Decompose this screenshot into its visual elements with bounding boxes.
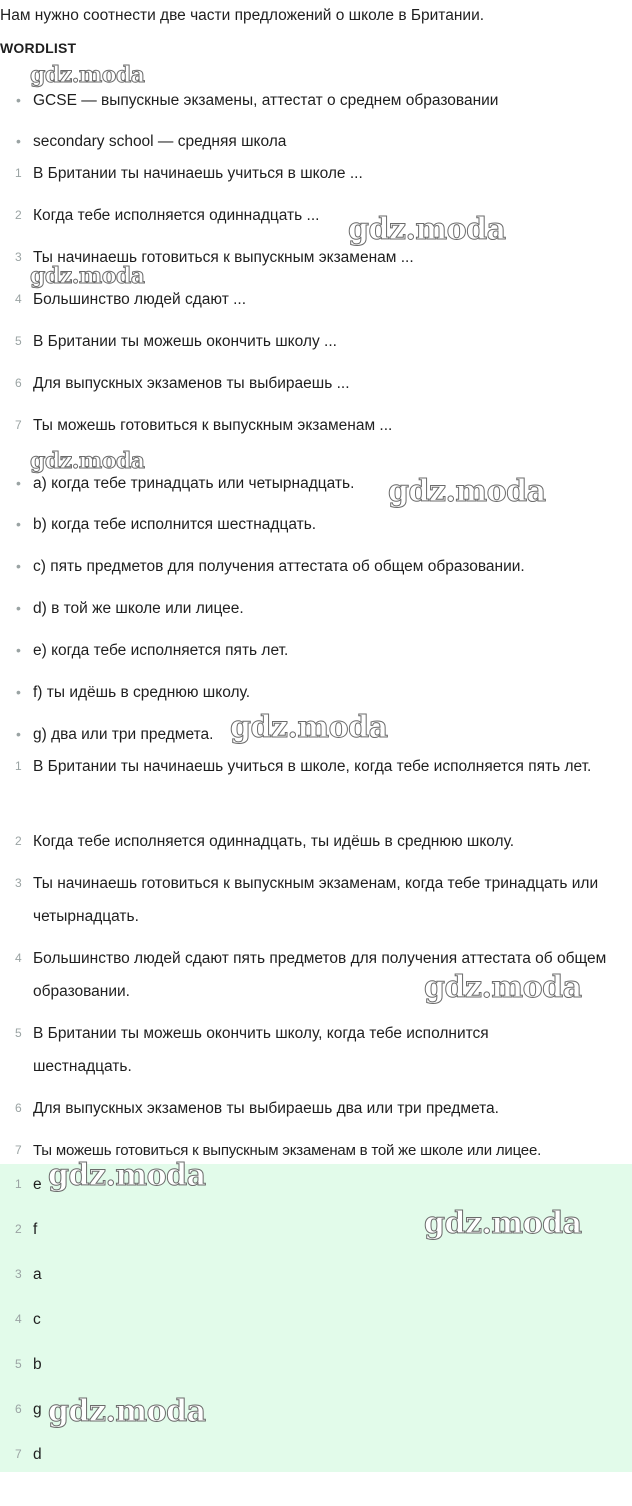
answer-letter: f	[33, 1221, 38, 1238]
bullet-icon: •	[16, 475, 21, 491]
answer-letter: g	[33, 1401, 42, 1418]
bullet-icon: •	[16, 133, 21, 149]
answers-panel: 1 e 2 f 3 a 4 c 5 b 6 g 7 d	[0, 1164, 632, 1472]
watermark: gdz.moda	[348, 212, 506, 247]
watermark: gdz.moda	[424, 970, 582, 1005]
bullet-icon: •	[16, 516, 21, 532]
answer-letter: a	[33, 1266, 42, 1283]
answer-letter: d	[33, 1446, 42, 1463]
watermark: gdz.moda	[388, 474, 546, 509]
bullet-icon: •	[16, 684, 21, 700]
watermark: gdz.moda	[424, 1206, 582, 1241]
answer-letter: e	[33, 1176, 42, 1193]
wordlist-heading: WORDLIST	[0, 40, 77, 56]
watermark: gdz.moda	[30, 448, 145, 474]
watermark: gdz.moda	[48, 1158, 206, 1193]
bullet-icon: •	[16, 558, 21, 574]
bullet-icon: •	[16, 642, 21, 658]
intro-text: Нам нужно соотнести две части предложений о школе в Британии.	[0, 7, 485, 24]
watermark: gdz.moda	[48, 1394, 206, 1429]
watermark: gdz.moda	[30, 263, 145, 289]
answer-letter: c	[33, 1311, 41, 1328]
answer-letter: b	[33, 1356, 42, 1373]
bullet-icon: •	[16, 726, 21, 742]
watermark: gdz.moda	[30, 62, 145, 88]
bullet-icon: •	[16, 92, 21, 108]
watermark: gdz.moda	[230, 710, 388, 745]
bullet-icon: •	[16, 600, 21, 616]
